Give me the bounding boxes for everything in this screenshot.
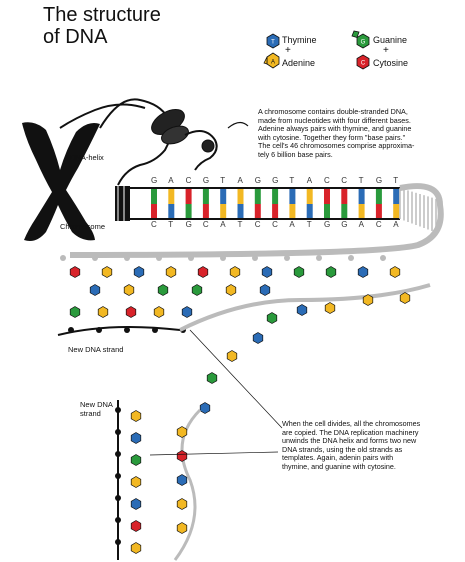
nucleotide-icon (192, 285, 202, 296)
base-rung-bottom (289, 204, 295, 218)
nucleotide-icon (177, 499, 187, 510)
nucleotide-icon (253, 333, 263, 344)
nucleotide-icon (131, 411, 141, 422)
legend-plus-1: + (285, 45, 291, 56)
nucleotide-icon (400, 293, 410, 304)
nucleotide-icon (297, 305, 307, 316)
note-line: made from nucleotides with four different bases. (258, 115, 411, 125)
nucleotide-icon (177, 451, 187, 462)
sequence-letter-top: T (220, 176, 226, 185)
note-line: When the cell divides, all the chromosomes (282, 419, 421, 428)
base-rung-bottom (307, 204, 313, 218)
new-strand-node (115, 473, 121, 479)
svg-text:C: C (360, 60, 366, 67)
sequence-letter-bottom: C (375, 220, 382, 229)
note-line: DNA strands, using the old strands as (282, 444, 403, 454)
note-line: unwinds the DNA helix and forms two new (282, 436, 417, 446)
nucleotide-icon (230, 267, 240, 278)
nucleotide-icon (260, 285, 270, 296)
new-strand-label-1: New DNA strand (68, 345, 124, 354)
sequence-letter-bottom: T (306, 220, 312, 229)
new-strand-node (115, 495, 121, 501)
base-rung-top (272, 189, 278, 204)
nucleotide-icon (325, 303, 335, 314)
base-rung-bottom (168, 204, 174, 218)
pointer-line (190, 330, 282, 428)
sequence-letter-top: A (306, 176, 313, 185)
nucleotide-icon (131, 543, 141, 554)
base-rung-bottom (393, 204, 399, 218)
nucleotide-icon (358, 267, 368, 278)
sequence-letter-bottom: G (185, 220, 192, 229)
nucleotide-icon (177, 427, 187, 438)
base-rung-top (359, 189, 365, 204)
sequence-letter-bottom: A (393, 220, 399, 229)
sequence-letter-top: T (289, 176, 295, 185)
nucleotide-icon (207, 373, 217, 384)
sequence-letter-top: G (375, 176, 383, 185)
backbone-node (284, 255, 290, 261)
nucleotide-icon (134, 267, 144, 278)
base-rung-top (151, 189, 157, 204)
backbone-node (348, 255, 354, 261)
cytosine-label: Cytosine (373, 58, 409, 68)
new-strand-node (115, 429, 121, 435)
division-note (282, 420, 462, 472)
nucleotide-icon (126, 307, 136, 318)
pointer-line (150, 452, 278, 455)
sequence-letter-bottom: C (202, 220, 209, 229)
base-rung-top (393, 189, 399, 204)
base-rung-bottom (238, 204, 244, 218)
legend-plus-2: + (383, 45, 389, 56)
nucleotide-icon (182, 307, 192, 318)
base-rung-bottom (186, 204, 192, 218)
backbone-node (380, 255, 386, 261)
new-strand-label-2b: strand (80, 409, 101, 418)
nucleotide-icon (158, 285, 168, 296)
note-line: tely 6 billion base pairs. (258, 149, 333, 159)
note-line: thymine, and guanine with cytosine. (282, 461, 396, 471)
sequence-letter-bottom: C (151, 220, 157, 229)
coiled-dna-icon (100, 99, 248, 185)
base-rung-top (168, 189, 174, 204)
new-strand-node (115, 451, 121, 457)
adenine-legend-icon (264, 53, 279, 68)
nucleotide-icon (131, 521, 141, 532)
backbone-node (252, 255, 258, 261)
nucleotide-icon (70, 267, 80, 278)
nucleotide-icon (390, 267, 400, 278)
sequence-letter-top: G (151, 176, 158, 185)
base-rung-bottom (220, 204, 226, 218)
sequence-letter-top: A (237, 176, 243, 185)
base-rung-bottom (151, 204, 157, 218)
nucleotide-icon (267, 313, 277, 324)
sequence-letter-bottom: A (358, 220, 364, 229)
base-rung-bottom (203, 204, 209, 218)
base-rung-top (289, 189, 295, 204)
dna-helix-label: DNA-helix (70, 153, 104, 162)
backbone-node (124, 255, 130, 261)
backbone-node (188, 255, 194, 261)
nucleotide-icon (131, 477, 141, 488)
thymine-label: Thymine (282, 35, 317, 45)
new-strand-node (115, 407, 121, 413)
nucleotide-icon (124, 285, 134, 296)
sequence-letter-bottom: G (324, 220, 331, 229)
base-rung-bottom (324, 204, 330, 218)
new-strand-label-2a: New DNA (80, 400, 113, 409)
base-rung-top (238, 189, 244, 204)
sequence-letter-top: G (254, 176, 262, 185)
sequence-letter-top: C (341, 176, 348, 185)
svg-text:T: T (271, 39, 275, 46)
note-line: Adenine always pairs with thymine, and guanine (258, 124, 412, 134)
base-rung-bottom (359, 204, 365, 218)
note-line: are copied. The DNA replication machinery (282, 427, 419, 437)
sequence-letter-top: C (185, 176, 192, 185)
base-rung-top (203, 189, 209, 204)
sequence-letter-top: G (272, 176, 279, 185)
nucleotide-icon (154, 307, 164, 318)
guanine-label: Guanine (373, 35, 408, 45)
nucleotide-icon (177, 475, 187, 486)
nucleotide-icon (102, 267, 112, 278)
backbone-node (92, 255, 98, 261)
backbone-node (220, 255, 226, 261)
title-line-1: The structure (43, 4, 161, 26)
sequence-letter-bottom: C (272, 220, 278, 229)
new-strand-node (115, 517, 121, 523)
nucleotide-icon (131, 455, 141, 466)
sequence-letter-top: C (324, 176, 330, 185)
base-rung-top (186, 189, 192, 204)
nucleotide-icon (326, 267, 336, 278)
sequence-letter-bottom: C (254, 220, 261, 229)
nucleotide-icon (198, 267, 208, 278)
base-rung-top (341, 189, 347, 204)
chromosome-note (258, 108, 458, 160)
sequence-letter-bottom: A (220, 220, 226, 229)
new-strand-backbone (58, 327, 180, 335)
base-rung-top (376, 189, 382, 204)
note-line: with cytosine. Together they form "base pairs." (258, 132, 406, 142)
sequence-letter-bottom: G (341, 220, 348, 229)
note-line: templates. Again, adenin pairs with (282, 453, 394, 463)
note-line: A chromosome contains double-stranded DNA, (258, 107, 408, 116)
base-rung-top (255, 189, 261, 204)
nucleotide-icon (363, 295, 373, 306)
sequence-letter-bottom: A (289, 220, 295, 229)
backbone-node (156, 255, 162, 261)
base-rung-bottom (272, 204, 278, 218)
base-rung-bottom (255, 204, 261, 218)
sequence-letter-top: A (168, 176, 174, 185)
sequence-letter-top: T (393, 176, 399, 185)
vertical-strands (115, 400, 200, 560)
replication-fork (58, 255, 430, 414)
new-strand-node (115, 539, 121, 545)
nucleotide-icon (131, 499, 141, 510)
sequence-letter-top: G (202, 176, 210, 185)
cytosine-legend-icon (357, 55, 369, 69)
nucleotide-icon (98, 307, 108, 318)
sequence-letter-bottom: T (237, 220, 243, 229)
nucleotide-icon (166, 267, 176, 278)
svg-text:A: A (270, 59, 276, 66)
nucleotide-icon (70, 307, 80, 318)
nucleotide-icon (200, 403, 210, 414)
nucleotide-icon (90, 285, 100, 296)
nucleotide-icon (131, 433, 141, 444)
guanine-legend-icon (352, 31, 369, 48)
base-rung-top (307, 189, 313, 204)
sequence-letter-bottom: T (168, 220, 174, 229)
chromosome-label: Chromosome (60, 222, 106, 231)
nucleotide-icon (177, 523, 187, 534)
nucleotide-icon (227, 351, 237, 362)
base-rung-bottom (341, 204, 347, 218)
adenine-label: Adenine (282, 58, 316, 68)
base-rung-bottom (376, 204, 382, 218)
base-rung-top (220, 189, 226, 204)
nucleotide-icon (226, 285, 236, 296)
base-rung-top (324, 189, 330, 204)
title-line-2: of DNA (43, 26, 108, 48)
svg-text:G: G (360, 39, 366, 46)
thymine-legend-icon (267, 34, 279, 48)
sequence-letter-top: T (358, 176, 364, 185)
note-line: The cell's 46 chromosomes comprise approxima- (258, 141, 415, 151)
nucleotide-icon (294, 267, 304, 278)
nucleotide-icon (262, 267, 272, 278)
backbone-node (60, 255, 66, 261)
backbone-node (316, 255, 322, 261)
